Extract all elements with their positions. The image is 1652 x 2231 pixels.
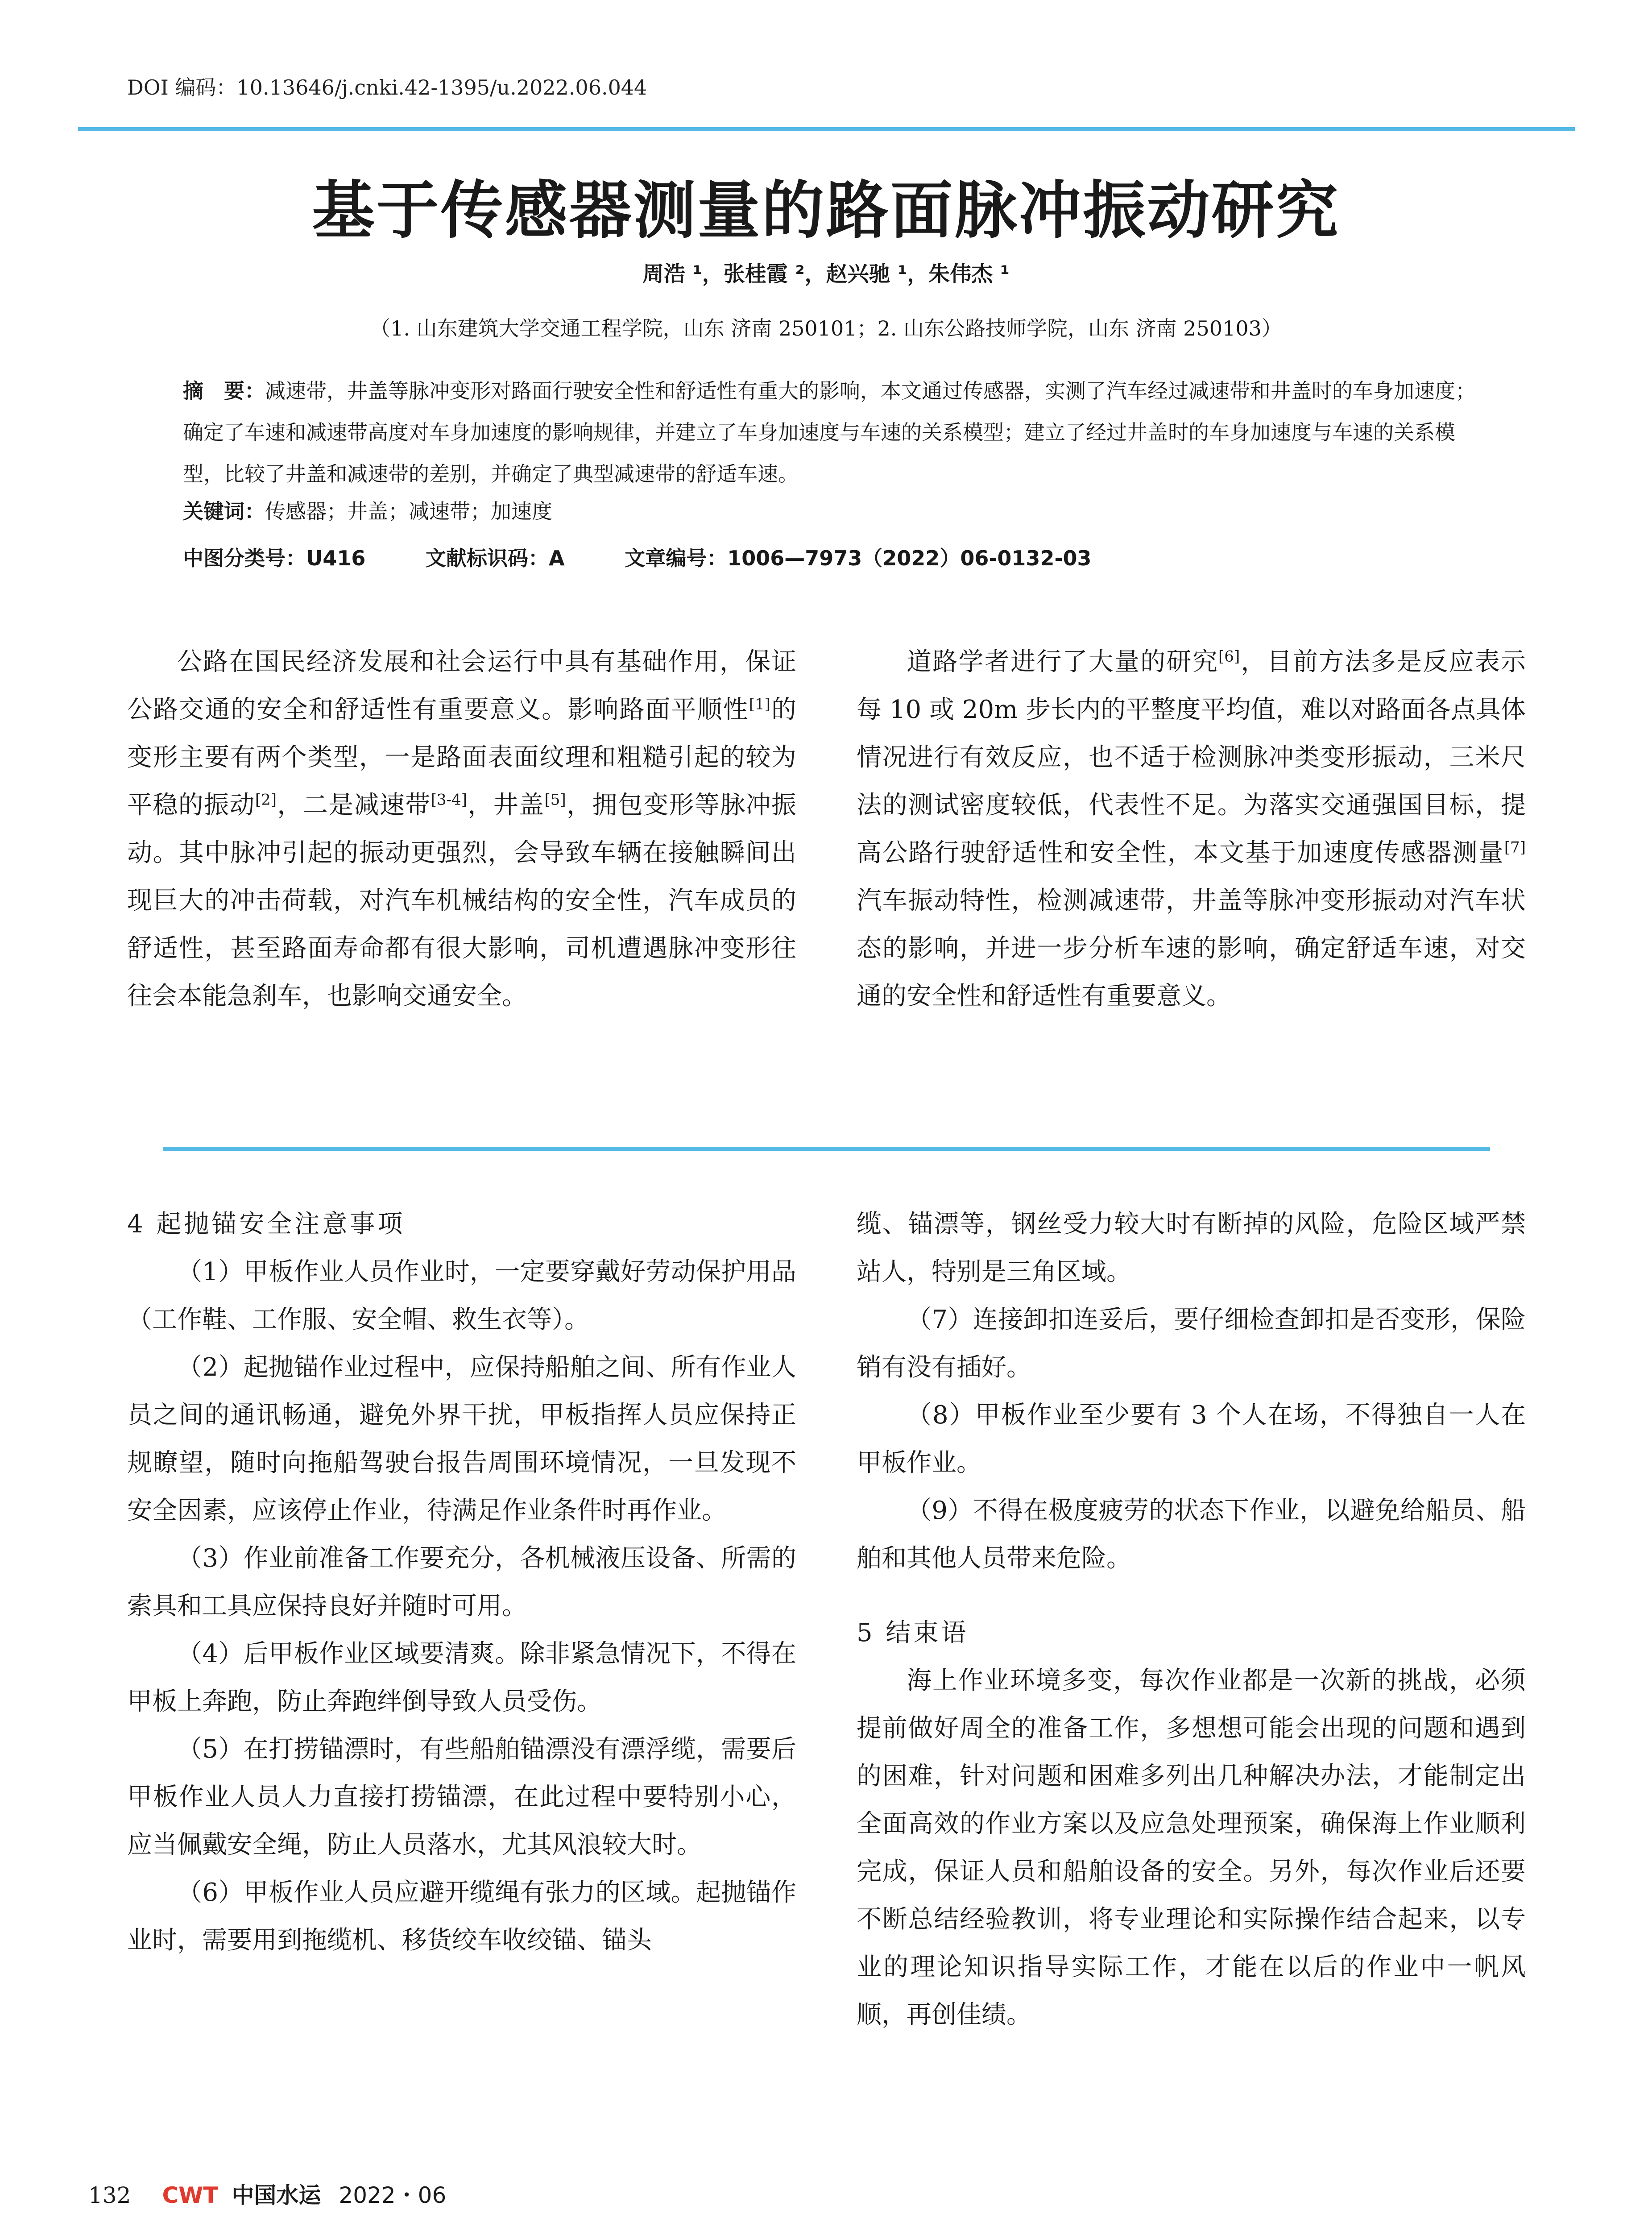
intro-paragraph: 道路学者进行了大量的研究[6]，目前方法多是反应表示每 10 或 20m 步长内的平整度平均值，难以对路面各点具体情况进行有效反应，也不适于检测脉冲类变形振动，三米尺法的测试密度较低，代表性不足。为落实交通强国目标，提高公路行驶舒适性和安全性，本文基于加速度传感器测量[7]汽车振动特性，检测减速带，井盖等脉冲变形振动对汽车状态的影响，并进一步分析车速的影响，确定舒适车速，对交通的安全性和舒适性有重要意义。	[857, 647, 1526, 1011]
section-5-title: 5 结束语	[857, 1618, 969, 1647]
paper-title: 基于传感器测量的路面脉冲振动研究	[312, 174, 1340, 247]
magazine-name: 中国水运	[232, 2182, 321, 2208]
issue-date: 2022・06	[339, 2182, 447, 2208]
abstract	[183, 370, 1486, 495]
conclusion-paragraph: 海上作业环境多变，每次作业都是一次新的挑战，必须提前做好周全的准备工作，多想想可能会出现的问题和遇到的困难，针对问题和困难多列出几种解决办法，才能制定出全面高效的作业方案以及应急处理预案，确保海上作业顺利完成，保证人员和船舶设备的安全。另外，每次作业后还要不断总结经验教训，将专业理论和实际操作结合起来，以专业的理论知识指导实际工作，才能在以后的作业中一帆风顺，再创佳绩。	[857, 1666, 1526, 2029]
doi-line: DOI 编码：10.13646/j.cnki.42-1395/u.2022.06.044	[127, 75, 647, 100]
body-left-column	[127, 1200, 796, 1964]
continued-text: 缆、锚漂等，钢丝受力较大时有断掉的风险，危险区域严禁站人，特别是三角区域。	[857, 1210, 1526, 1286]
keywords-text: 传感器；井盖；减速带；加速度	[265, 499, 552, 523]
brand-logo: CWT	[162, 2182, 219, 2208]
list-item: （2）起抛锚作业过程中，应保持船舶之间、所有作业人员之间的通讯畅通，避免外界干扰，甲板指挥人员应保持正规瞭望，随时向拖船驾驶台报告周围环境情况，一旦发现不安全因素，应该停止作业，待满足作业条件时再作业。	[127, 1353, 796, 1525]
section-4-title: 4 起抛锚安全注意事项	[127, 1210, 406, 1239]
top-divider	[78, 127, 1575, 131]
intro-paragraph: 公路在国民经济发展和社会运行中具有基础作用，保证公路交通的安全和舒适性有重要意义。影响路面平顺性[1]的变形主要有两个类型，一是路面表面纹理和粗糙引起的较为平稳的振动[2]，二是减速带[3-4]，井盖[5]，拥包变形等脉冲振动。其中脉冲引起的振动更强烈，会导致车辆在接触瞬间出现巨大的冲击荷载，对汽车机械结构的安全性，汽车成员的舒适性，甚至路面寿命都有很大影响，司机遭遇脉冲变形往往会本能急刹车，也影响交通安全。	[127, 647, 797, 1011]
list-item: （9）不得在极度疲劳的状态下作业，以避免给船员、船舶和其他人员带来危险。	[857, 1496, 1526, 1573]
keywords-label: 关键词：	[183, 499, 265, 523]
list-item: （1）甲板作业人员作业时，一定要穿戴好劳动保护用品（工作鞋、工作服、安全帽、救生衣等）。	[127, 1257, 796, 1334]
affiliations: （1. 山东建筑大学交通工程学院，山东 济南 250101；2. 山东公路技师学院，山东 济南 250103）	[370, 316, 1282, 340]
list-item: （8）甲板作业至少要有 3 个人在场，不得独自一人在甲板作业。	[857, 1401, 1526, 1477]
intro-left-column	[127, 638, 796, 1020]
list-item: （7）连接卸扣连妥后，要仔细检查卸扣是否变形，保险销有没有插好。	[857, 1305, 1526, 1382]
page-footer	[88, 2177, 446, 2210]
body-right-column	[857, 1200, 1526, 2039]
author-list: 周浩 ¹，张桂霞 ²，赵兴驰 ¹，朱伟杰 ¹	[642, 261, 1010, 286]
abstract-label: 摘 要：	[183, 379, 265, 403]
clc-number: 中图分类号：U416	[183, 546, 366, 570]
article-number: 文章编号：1006—7973（2022）06-0132-03	[625, 546, 1092, 570]
keywords	[183, 495, 1486, 525]
classification-line	[183, 542, 1145, 572]
mid-divider	[163, 1147, 1490, 1151]
list-item: （4）后甲板作业区域要清爽。除非紧急情况下，不得在甲板上奔跑，防止奔跑绊倒导致人员受伤。	[127, 1639, 796, 1716]
document-code: 文献标识码：A	[426, 546, 565, 570]
intro-right-column	[857, 638, 1526, 1020]
page-number: 132	[88, 2182, 131, 2208]
abstract-text: 减速带，井盖等脉冲变形对路面行驶安全性和舒适性有重大的影响，本文通过传感器，实测了汽车经过减速带和井盖时的车身加速度；确定了车速和减速带高度对车身加速度的影响规律，并建立了车身加速度与车速的关系模型；建立了经过井盖时的车身加速度与车速的关系模型，比较了井盖和减速带的差别，并确定了典型减速带的舒适车速。	[183, 379, 1476, 486]
list-item: （3）作业前准备工作要充分，各机械液压设备、所需的索具和工具应保持良好并随时可用。	[127, 1544, 796, 1621]
list-item: （5）在打捞锚漂时，有些船舶锚漂没有漂浮缆，需要后甲板作业人员人力直接打捞锚漂，在此过程中要特别小心，应当佩戴安全绳，防止人员落水，尤其风浪较大时。	[127, 1735, 796, 1859]
list-item: （6）甲板作业人员应避开缆绳有张力的区域。起抛锚作业时，需要用到拖缆机、移货绞车收绞锚、锚头	[127, 1878, 796, 1955]
